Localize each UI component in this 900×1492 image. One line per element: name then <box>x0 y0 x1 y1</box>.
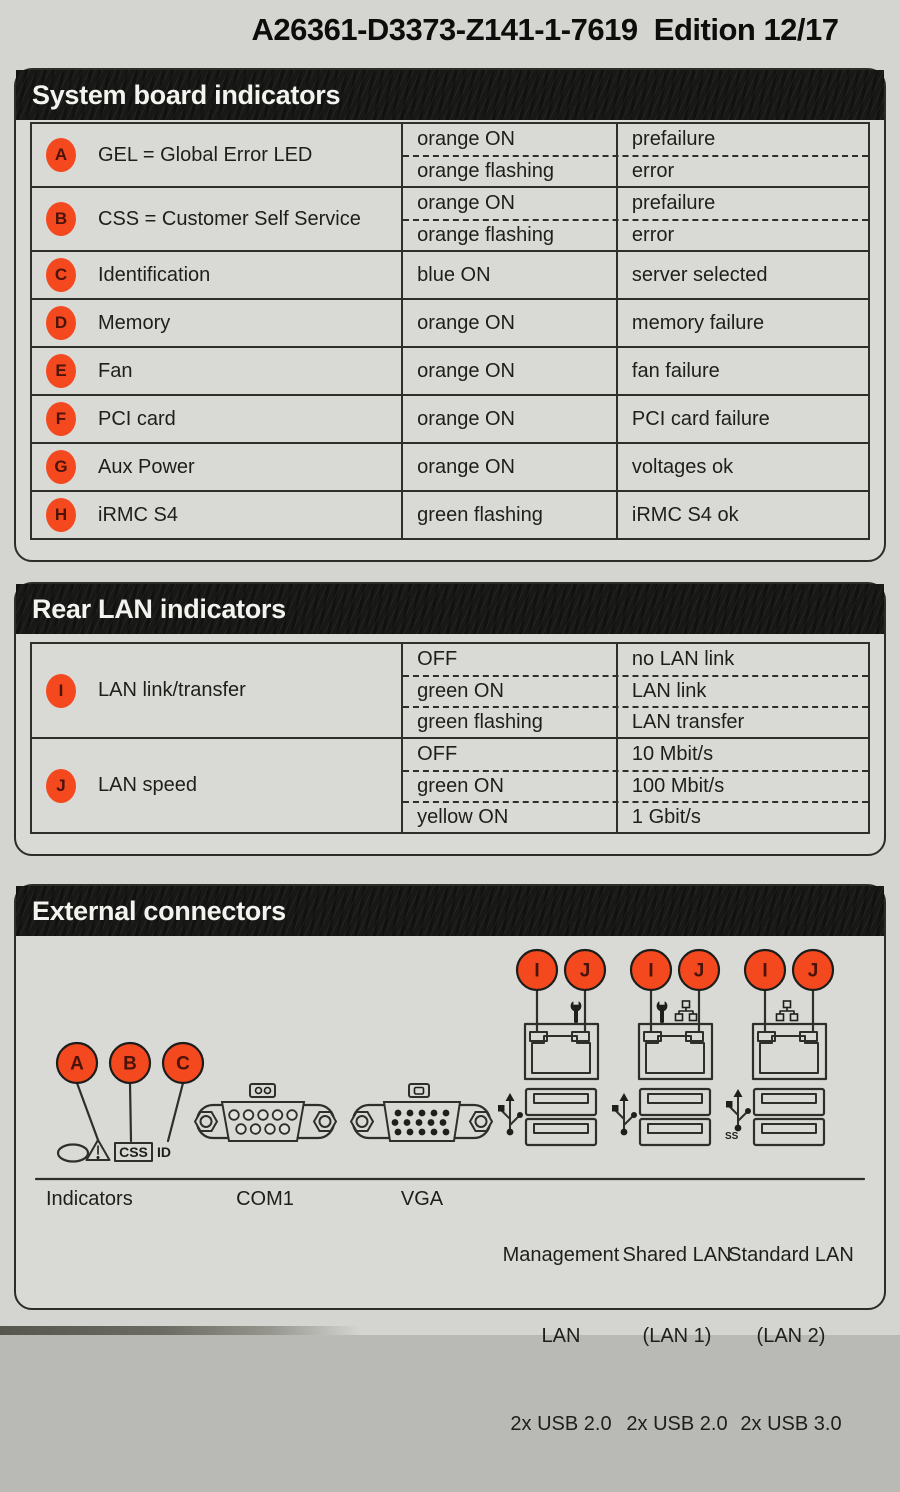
state-cell: green ON <box>403 677 618 706</box>
css-symbol <box>115 1143 152 1161</box>
meaning-cell: fan failure <box>631 359 720 382</box>
table-row <box>32 394 868 442</box>
rj45-port-icon <box>753 1024 826 1079</box>
svg-text:I: I <box>762 960 768 982</box>
indicator-label: Fan <box>98 359 133 382</box>
table-row <box>32 442 868 490</box>
section-header-external: External connectors <box>16 886 884 936</box>
section-rear-lan <box>14 582 886 856</box>
indicator-cell <box>32 396 403 442</box>
state-cell: orange ON <box>403 300 618 346</box>
indicator-cell <box>32 300 403 346</box>
connector-diagram <box>16 936 884 1435</box>
indicator-cell <box>32 644 403 737</box>
svg-text:J: J <box>693 960 705 982</box>
label-shared-lan: Shared LAN (LAN 1) 2x USB 2.0 <box>623 1188 732 1492</box>
usb3-trident-icon <box>725 1089 751 1142</box>
indicator-label: CSS = Customer Self Service <box>98 207 361 230</box>
state-cell: yellow ON <box>403 803 618 832</box>
state-cell: OFF <box>403 644 618 675</box>
section-system-board <box>14 68 886 562</box>
meaning-cell: PCI card failure <box>631 407 770 430</box>
meaning-cell: prefailure <box>631 192 716 214</box>
indicator-label: GEL = Global Error LED <box>98 143 313 166</box>
power-led-oval-icon <box>58 1145 88 1162</box>
com1-connector-icon <box>195 1084 336 1141</box>
table-row <box>32 124 868 186</box>
meaning-cell: iRMC S4 ok <box>631 503 739 526</box>
table-row <box>32 250 868 298</box>
state-cell: orange flashing <box>403 221 618 250</box>
indicator-label: Aux Power <box>98 455 195 478</box>
indicator-badge: D <box>46 306 76 340</box>
indicator-label: LAN link/transfer <box>98 679 246 701</box>
svg-text:I: I <box>534 960 540 982</box>
lan-group-standard <box>725 950 833 1145</box>
indicator-cell <box>32 444 403 490</box>
meaning-cell: no LAN link <box>631 648 735 670</box>
table-row <box>32 490 868 538</box>
label-com1: COM1 <box>236 1188 294 1210</box>
meaning-cell: LAN transfer <box>631 711 745 733</box>
section-header-system-board: System board indicators <box>16 70 884 120</box>
svg-text:SS: SS <box>725 1131 739 1142</box>
svg-text:B: B <box>123 1053 137 1075</box>
label-usb-count: 2x USB 3.0 <box>740 1413 842 1435</box>
usb-ports-icon <box>640 1089 710 1145</box>
state-cell: orange ON <box>403 348 618 394</box>
system-board-indicator-table <box>30 122 870 540</box>
indicator-badge: J <box>46 769 76 803</box>
usb-trident-icon <box>498 1093 523 1135</box>
meaning-cell: memory failure <box>631 311 765 334</box>
wrench-icon <box>657 999 668 1024</box>
table-row <box>32 346 868 394</box>
state-cell: blue ON <box>403 252 618 298</box>
label-indicators: Indicators <box>46 1188 133 1210</box>
meaning-cell: error <box>631 160 675 182</box>
label-management-lan: Management LAN 2x USB 2.0 <box>503 1188 620 1492</box>
lan-group-shared <box>612 950 719 1145</box>
state-cell: green ON <box>403 772 618 801</box>
indicator-badge: B <box>46 202 76 236</box>
meaning-cell: LAN link <box>631 680 707 702</box>
indicator-badge: H <box>46 498 76 532</box>
state-cell: orange flashing <box>403 157 618 186</box>
indicator-cell <box>32 492 403 538</box>
table-row <box>32 644 868 737</box>
meaning-cell: 100 Mbit/s <box>631 775 725 797</box>
indicator-label: Memory <box>98 311 171 334</box>
table-row <box>32 186 868 250</box>
rear-lan-indicator-table <box>30 642 870 834</box>
id-symbol: ID <box>157 1144 171 1160</box>
usb-ports-icon <box>754 1089 824 1145</box>
state-cell: orange ON <box>403 188 618 219</box>
indicator-cell <box>32 188 403 250</box>
indicator-badge: C <box>46 258 76 292</box>
label-standard-lan: Standard LAN (LAN 2) 2x USB 3.0 <box>728 1188 854 1492</box>
indicator-cell <box>32 124 403 186</box>
callout-balloon-a <box>57 1043 98 1140</box>
svg-text:I: I <box>648 960 654 982</box>
indicator-label: PCI card <box>98 407 176 430</box>
svg-text:A: A <box>70 1053 84 1075</box>
meaning-cell: voltages ok <box>631 455 734 478</box>
svg-text:CSS: CSS <box>119 1144 148 1160</box>
network-icon <box>676 1001 697 1021</box>
label-usb-count: 2x USB 2.0 <box>626 1413 728 1435</box>
label-vga: VGA <box>400 1188 444 1210</box>
table-row <box>32 298 868 346</box>
state-cell: orange ON <box>403 124 618 155</box>
indicator-label: LAN speed <box>98 774 197 796</box>
indicator-cell <box>32 739 403 832</box>
indicator-badge: E <box>46 354 76 388</box>
indicator-label: Identification <box>98 263 211 286</box>
callout-balloon-b <box>110 1043 150 1141</box>
rj45-port-icon <box>525 1024 598 1079</box>
section-header-rear-lan: Rear LAN indicators <box>16 584 884 634</box>
indicator-badge: I <box>46 674 76 708</box>
meaning-cell: 1 Gbit/s <box>631 806 701 828</box>
usb-ports-icon <box>526 1089 596 1145</box>
meaning-cell: server selected <box>631 263 768 286</box>
meaning-cell: error <box>631 224 675 246</box>
state-cell: green flashing <box>403 492 618 538</box>
state-cell: orange ON <box>403 444 618 490</box>
svg-text:J: J <box>579 960 591 982</box>
state-cell: OFF <box>403 739 618 770</box>
section-external-connectors <box>14 884 886 1435</box>
meaning-cell: 10 Mbit/s <box>631 743 714 765</box>
vga-connector-icon <box>351 1084 492 1141</box>
wrench-icon <box>571 999 582 1024</box>
page-title: A26361-D3373-Z141-1-7619 Edition 12/17 <box>251 12 839 47</box>
meaning-cell: prefailure <box>631 128 716 150</box>
svg-text:C: C <box>176 1053 190 1075</box>
indicator-badge: G <box>46 450 76 484</box>
lan-group-management <box>498 950 605 1145</box>
table-row <box>32 737 868 832</box>
svg-text:J: J <box>807 960 819 982</box>
indicator-cell <box>32 252 403 298</box>
network-icon <box>777 1001 798 1021</box>
state-cell: orange ON <box>403 396 618 442</box>
rj45-port-icon <box>639 1024 712 1079</box>
indicator-cell <box>32 348 403 394</box>
state-cell: green flashing <box>403 708 618 737</box>
usb-trident-icon <box>612 1093 637 1135</box>
indicator-badge: F <box>46 402 76 436</box>
indicator-label: iRMC S4 <box>98 503 179 526</box>
adjacent-label-edge <box>0 1326 360 1335</box>
label-usb-count: 2x USB 2.0 <box>510 1413 612 1435</box>
indicator-badge: A <box>46 138 76 172</box>
warning-triangle-icon <box>87 1140 110 1160</box>
